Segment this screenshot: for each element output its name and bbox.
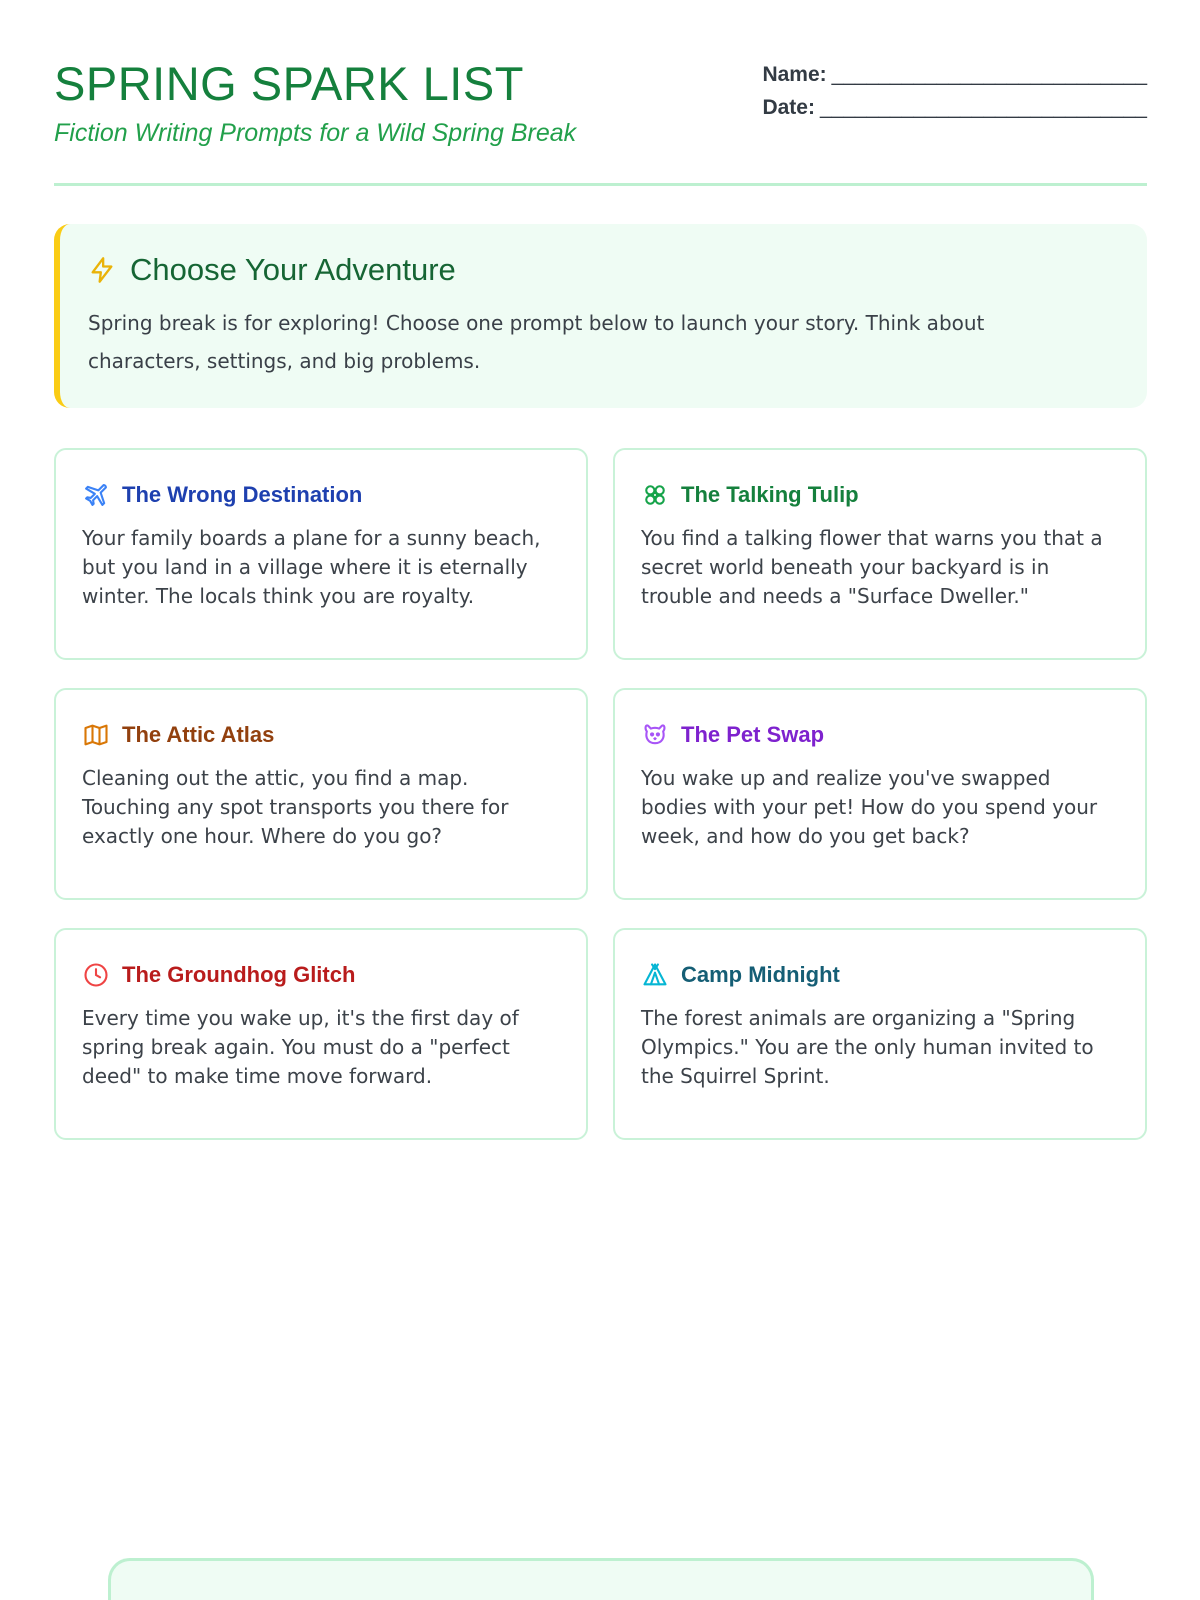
lightning-icon <box>88 256 116 284</box>
prompt-title: The Attic Atlas <box>122 722 275 747</box>
prompt-card-pet-swap <box>613 688 1147 900</box>
page-title: SPRING SPARK LIST <box>54 57 524 110</box>
name-label: Name: <box>762 63 827 86</box>
name-field[interactable] <box>762 58 1147 91</box>
flower-icon <box>641 481 669 509</box>
prompt-title: The Wrong Destination <box>122 482 363 507</box>
instructions-callout <box>54 224 1147 408</box>
prompt-grid <box>54 448 1147 1140</box>
prompt-title: The Talking Tulip <box>681 482 859 507</box>
pet-icon <box>641 721 669 749</box>
date-line: ____________________________ <box>819 96 1147 119</box>
prompt-text: You find a talking flower that warns you that a secret world beneath your backyard is in trouble and needs a "Surface Dweller." <box>641 526 1103 608</box>
airplane-icon <box>82 481 110 509</box>
tent-icon <box>641 961 669 989</box>
prompt-card-talking-tulip <box>613 448 1147 660</box>
student-fields <box>762 58 1147 124</box>
prompt-text: Every time you wake up, it's the first day of spring break again. You must do a "perfect deed" to make time move forward. <box>82 1006 519 1088</box>
clock-icon <box>82 961 110 989</box>
prompt-text: You wake up and realize you've swapped bodies with your pet! How do you spend your week, and how do you get back? <box>641 766 1098 848</box>
prompt-title: Camp Midnight <box>681 962 840 987</box>
date-label: Date: <box>762 96 815 119</box>
prompt-card-attic-atlas <box>54 688 588 900</box>
prompt-title: The Pet Swap <box>681 722 825 747</box>
prompt-card-camp-midnight <box>613 928 1147 1140</box>
page-subtitle: Fiction Writing Prompts for a Wild Spring Break <box>54 119 577 147</box>
prompt-text: Your family boards a plane for a sunny beach, but you land in a village where it is eternally winter. The locals think you are royalty. <box>82 526 541 608</box>
map-icon <box>82 721 110 749</box>
callout-text: Spring break is for exploring! Choose one prompt below to launch your story. Think about characters, settings, and big problems. <box>88 311 985 373</box>
name-line: ___________________________ <box>831 63 1147 86</box>
prompt-card-wrong-destination <box>54 448 588 660</box>
prompt-text: Cleaning out the attic, you find a map. Touching any spot transports you there for exactly one hour. Where do you go? <box>82 766 509 848</box>
worksheet-header <box>54 56 1147 186</box>
date-field[interactable] <box>762 91 1147 124</box>
prompt-card-groundhog-glitch <box>54 928 588 1140</box>
prompt-title: The Groundhog Glitch <box>122 962 356 987</box>
prompt-text: The forest animals are organizing a "Spring Olympics." You are the only human invited to the Squirrel Sprint. <box>641 1006 1094 1088</box>
writing-box <box>108 1558 1094 1600</box>
callout-title: Choose Your Adventure <box>130 252 456 287</box>
